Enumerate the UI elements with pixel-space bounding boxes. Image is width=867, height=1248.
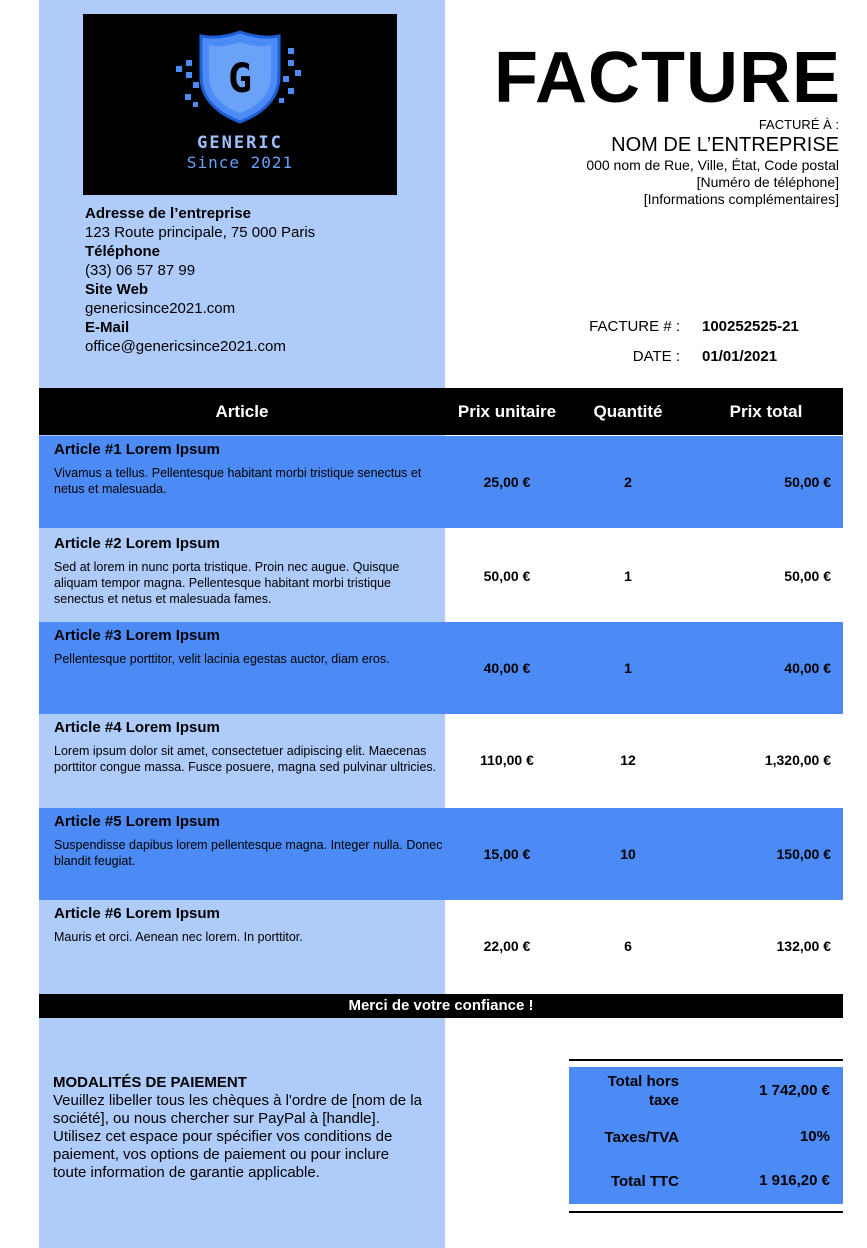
items-table-header (39, 388, 843, 435)
address-label: Adresse de l’entreprise (85, 205, 251, 222)
item-quantity: 1 (624, 660, 632, 676)
table-row (39, 436, 843, 528)
subtotal-label: Total hors taxe (607, 1073, 679, 1109)
item-quantity: 2 (624, 474, 632, 490)
invoice-date-label: DATE : (632, 348, 680, 365)
total-label: Total TTC (610, 1173, 679, 1190)
item-total: 40,00 € (784, 660, 831, 676)
item-description: Sed at lorem in nunc porta tristique. Proin nec augue. Quisque aliquam tempor magna. Pellentesque habitant morbi tristique senectus et netus et malesuada fames. (54, 560, 400, 606)
item-quantity: 12 (620, 752, 636, 768)
item-title: Article #5 Lorem Ipsum (54, 813, 220, 830)
item-total: 50,00 € (784, 474, 831, 490)
item-quantity: 1 (624, 568, 632, 584)
client-phone: [Numéro de téléphone] (696, 174, 839, 190)
header-article: Article (215, 402, 269, 421)
item-description: Suspendisse dapibus lorem pellentesque magna. Integer nulla. Donec blandit feugiat. (54, 838, 443, 868)
company-info (85, 204, 415, 356)
item-quantity: 10 (620, 846, 636, 862)
email-value[interactable]: office@genericsince2021.com (85, 338, 286, 355)
tax-label: Taxes/TVA (604, 1129, 679, 1146)
item-description: Vivamus a tellus. Pellentesque habitant morbi tristique senectus et netus et malesuada. (54, 466, 422, 496)
item-description: Pellentesque porttitor, velit lacinia egestas auctor, diam eros. (54, 652, 390, 666)
client-info: [Informations complémentaires] (643, 191, 839, 207)
totals-top-rule (569, 1059, 843, 1061)
tax-value: 10% (799, 1128, 830, 1145)
client-name: NOM DE L’ENTREPRISE (611, 134, 839, 156)
logo-since: Since 2021 (186, 153, 294, 172)
item-total: 150,00 € (776, 846, 831, 862)
billed-to (586, 117, 839, 208)
item-title: Article #4 Lorem Ipsum (54, 719, 220, 736)
company-logo (83, 14, 397, 195)
item-total: 50,00 € (784, 568, 831, 584)
thanks-banner: Merci de votre confiance ! (39, 994, 843, 1018)
invoice-title: FACTURE (494, 38, 841, 118)
invoice-date: 01/01/2021 (702, 348, 778, 365)
table-row (39, 622, 843, 714)
email-label: E-Mail (85, 319, 130, 336)
header-unit-price: Prix unitaire (457, 402, 557, 421)
table-row (39, 714, 843, 806)
item-total: 1,320,00 € (764, 752, 831, 768)
item-unit-price: 110,00 € (480, 752, 534, 768)
subtotal-value: 1 742,00 € (759, 1082, 830, 1099)
web-value[interactable]: genericsince2021.com (85, 300, 236, 317)
invoice-number-label: FACTURE # : (589, 318, 680, 335)
client-address: 000 nom de Rue, Ville, État, Code postal (586, 157, 839, 173)
svg-text:G: G (227, 56, 253, 102)
item-description: Lorem ipsum dolor sit amet, consectetuer adipiscing elit. Maecenas porttitor congue massa. Fusce posuere, magna sed pulvinar ultricies. (54, 744, 437, 774)
logo-name: GENERIC (197, 133, 283, 153)
total-value: 1 916,20 € (759, 1172, 830, 1189)
phone-label: Téléphone (85, 243, 161, 260)
invoice-number: 100252525-21 (702, 318, 799, 335)
item-quantity: 6 (624, 938, 632, 954)
item-total: 132,00 € (776, 938, 831, 954)
totals-box (569, 1067, 843, 1204)
totals-bottom-rule (569, 1211, 843, 1213)
table-row (39, 808, 843, 900)
item-title: Article #3 Lorem Ipsum (54, 627, 220, 644)
payment-title: MODALITÉS DE PAIEMENT (53, 1074, 247, 1091)
item-unit-price: 40,00 € (483, 660, 531, 676)
item-title: Article #1 Lorem Ipsum (54, 441, 220, 458)
table-row (39, 530, 843, 622)
item-unit-price: 15,00 € (483, 846, 531, 862)
item-title: Article #2 Lorem Ipsum (54, 535, 220, 552)
header-total: Prix total (729, 402, 803, 421)
item-unit-price: 25,00 € (483, 474, 531, 490)
table-row (39, 900, 843, 992)
item-description: Mauris et orci. Aenean nec lorem. In porttitor. (54, 930, 303, 944)
item-unit-price: 22,00 € (483, 938, 531, 954)
payment-body: Veuillez libeller tous les chèques à l'ordre de [nom de la société], ou nous chercher sur PayPal à [handle]. Utilisez cet espace pour spécifier vos conditions de paiement, vos options de paiement ou pour inclure toute information de garantie applicable. (53, 1092, 422, 1181)
payment-terms (53, 1073, 423, 1182)
item-unit-price: 50,00 € (483, 568, 531, 584)
header-quantity: Quantité (593, 402, 663, 421)
phone-value: (33) 06 57 87 99 (85, 262, 196, 279)
web-label: Site Web (85, 281, 149, 298)
item-title: Article #6 Lorem Ipsum (54, 905, 220, 922)
billed-to-label: FACTURÉ À : (758, 117, 839, 132)
address-value: 123 Route principale, 75 000 Paris (85, 224, 316, 241)
